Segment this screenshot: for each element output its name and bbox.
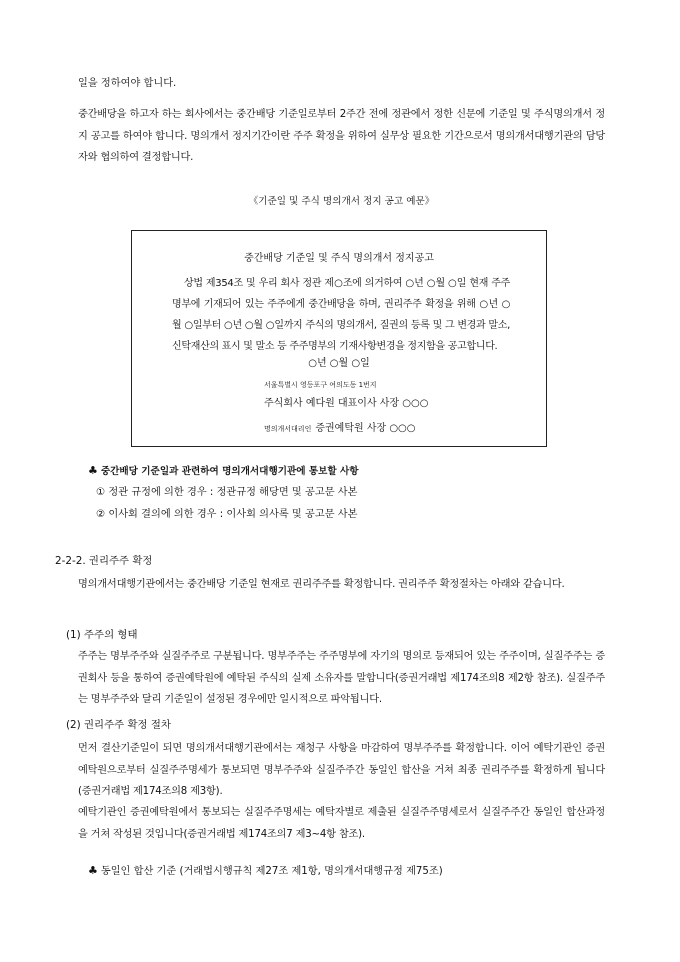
criteria-line <box>88 864 443 879</box>
example-caption: 《기준일 및 주식 명의개서 정지 공고 예문》 <box>248 196 435 207</box>
subsection-1-heading: (1) 주주의 형태 <box>66 629 138 641</box>
notify-item-1: ① 정관 규정에 의한 경우 : 정관규정 해당면 및 공고문 사본 <box>96 487 358 498</box>
subsection-1-body: 주주는 명부주주와 실질주주로 구분됩니다. 명부주주는 주주명부에 자기의 명의로 등재되어 있는 주주이며, 실질주주는 증권회사 등을 통하여 증권예탁원에 예탁된 주식의 실제 소유자를 말합니다(증권거래법 제174조의8 제2항 참조). 실질주주는 명부주주와 달리 기준일이 설정된 경우에만 일시적으로 파악됩니다. <box>78 651 605 705</box>
subsection-2-heading: (2) 권리주주 확정 절차 <box>66 719 171 731</box>
notice-company: 주식회사 예다원 대표이사 사장 ○○○ <box>264 398 429 409</box>
criteria-text: 동일인 합산 기준 (거래법시행규칙 제27조 제1항, 명의개서대행규정 제75조) <box>100 866 443 877</box>
notice-agent-name: 증권예탁원 사장 ○○○ <box>315 423 416 434</box>
subsection-2-body-2: 예탁기관인 증권예탁원에서 통보되는 실질주주명세는 예탁자별로 제출된 실질주주명세로서 실질주주간 동일인 합산과정을 거쳐 작성된 것입니다(증권거래법 제174조의7 제3~4항 참조). <box>78 807 605 840</box>
section-intro: 명의개서대행기관에서는 중간배당 기준일 현재로 권리주주를 확정합니다. 권리주주 확정절차는 아래와 같습니다. <box>78 579 565 590</box>
notice-agent <box>264 419 416 434</box>
notify-item-2: ② 이사회 결의에 의한 경우 : 이사회 의사록 및 공고문 사본 <box>96 509 358 520</box>
notice-body: 상법 제354조 및 우리 회사 정관 제○조에 의거하여 ○년 ○월 ○일 현재 주주명부에 기재되어 있는 주주에게 중간배당을 하며, 권리주주 확정을 위해 ○년 ○월 ○일부터 ○년 ○월 ○일까지 주식의 명의개서, 질권의 등록 및 그 변경과 말소, 신탁재산의 표시 및 말소 등 주주명부의 기재사항변경을 정지함을 공고합니다. <box>172 278 510 352</box>
notice-date: ○년 ○월 ○일 <box>308 358 370 369</box>
paragraph-interim-dividend-notice: 중간배당을 하고자 하는 회사에서는 중간배당 기준일로부터 2주간 전에 정관에서 정한 신문에 기준일 및 주식명의개서 정지 공고를 하여야 합니다. 명의개서 정지기간이란 주주 확정을 위하여 실무상 필요한 기간으로서 명의개서대행기관의 담당자와 협의하여 결정합니다. <box>78 109 605 163</box>
intro-line: 일을 정하여야 합니다. <box>78 78 177 89</box>
public-notice-box <box>131 230 547 447</box>
notify-heading <box>88 464 359 479</box>
club-icon-2: ♣ <box>88 864 98 877</box>
notice-title: 중간배당 기준일 및 주식 명의개서 정지공고 <box>244 253 434 264</box>
notice-address: 서울특별시 영등포구 여의도동 1번지 <box>264 381 377 389</box>
club-icon: ♣ <box>88 464 98 477</box>
notice-agent-label: 명의개서대리인 <box>264 425 312 433</box>
section-heading: 2-2-2. 권리주주 확정 <box>55 555 153 567</box>
notify-title: 중간배당 기준일과 관련하여 명의개서대행기관에 통보할 사항 <box>100 466 359 477</box>
subsection-2-body-1: 먼저 결산기준일이 되면 명의개서대행기관에서는 재청구 사항을 마감하여 명부주주를 확정합니다. 이어 예탁기관인 증권예탁원으로부터 실질주주명세가 통보되면 명부주주와 실질주주간 동일인 합산을 거쳐 최종 권리주주를 확정하게 됩니다(증권거래법 제174조의8 제3항). <box>78 743 605 797</box>
